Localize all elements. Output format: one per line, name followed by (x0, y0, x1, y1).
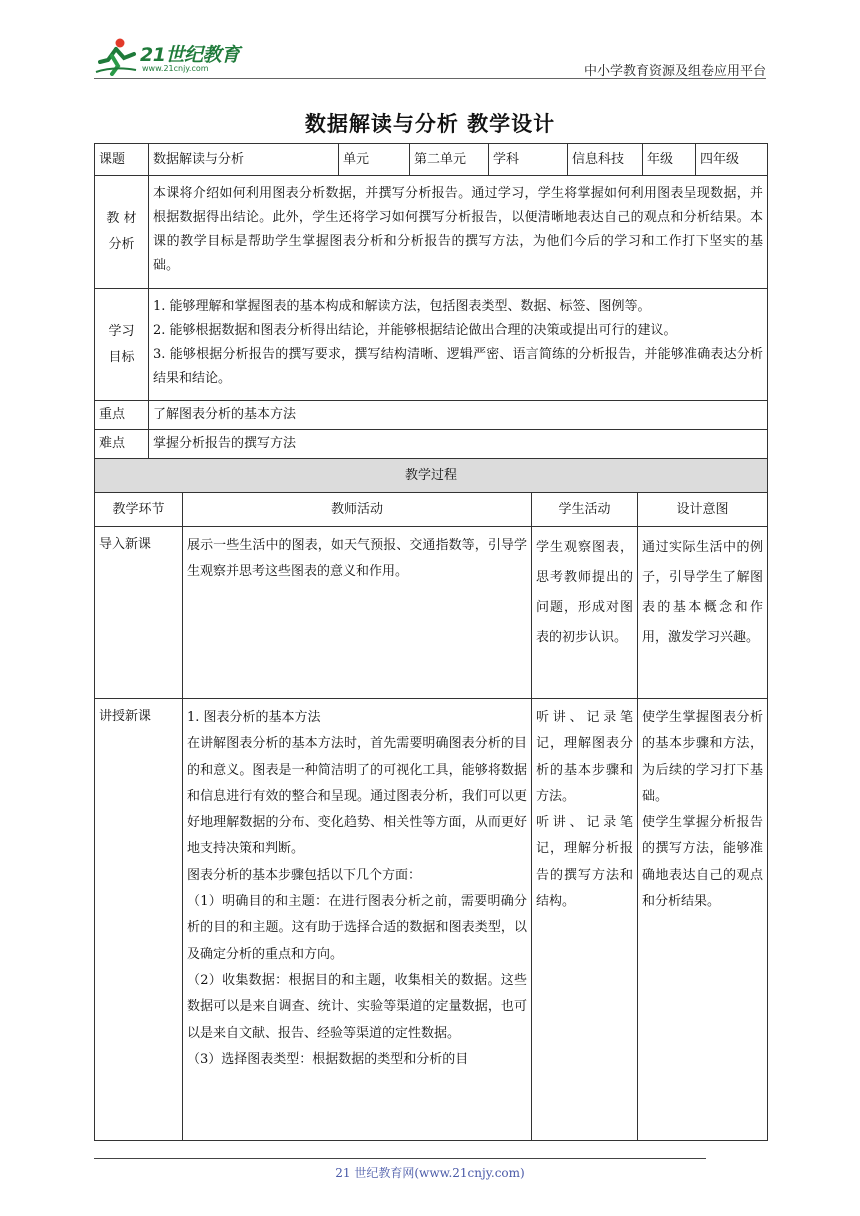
col-teacher: 教师活动 (183, 493, 532, 527)
difficulty-label: 难点 (95, 430, 149, 459)
header-divider (94, 78, 766, 79)
runner-logo-icon (94, 36, 138, 76)
key-point: 了解图表分析的基本方法 (149, 401, 768, 430)
design-intent: 使学生掌握图表分析的基本步骤和方法，为后续的学习打下基础。 使学生掌握分析报告的撰写方法，能够准确地表达自己的观点和分析结果。 (638, 699, 768, 1141)
design-intent: 通过实际生活中的例子，引导学生了解图表的基本概念和作用，激发学习兴趣。 (638, 527, 768, 699)
logo-url: www.21cnjy.com (142, 64, 209, 73)
unit-value: 第二单元 (410, 144, 489, 176)
unit-label: 单元 (339, 144, 410, 176)
teacher-activity: 1. 图表分析的基本方法 在讲解图表分析的基本方法时，首先需要明确图表分析的目的和意义。图表是一种简洁明了的可视化工具，能够将数据和信息进行有效的整合和呈现。通过图表分析，我们可以更好地理解数据的分布、变化趋势、相关性等方面，从而更好地支持决策和判断。 图表分析的基本步骤包括以下几个方面： （1）明确目的和主题：在进行图表分析之前，需要明确分析的目的和主题。这有助于选择合适的数据和图表类型，以及确定分析的重点和方向。 （2）收集数据：根据目的和主题，收集相关的数据。这些数据可以是来自调查、统计、实验等渠道的定量数据，也可以是来自文献、报告、经验等渠道的定性数据。 （3）选择图表类型：根据数据的类型和分析的目 (183, 699, 532, 1141)
col-intent: 设计意图 (638, 493, 768, 527)
course-label: 课题 (95, 144, 149, 176)
lesson-info-table (94, 143, 768, 459)
goal-item: 3. 能够根据分析报告的撰写要求，撰写结构清晰、逻辑严密、语言简练的分析报告，并能够准确表达分析结果和结论。 (153, 347, 763, 386)
logo-text: 21世纪教育 (140, 44, 240, 66)
grade-label: 年级 (643, 144, 696, 176)
col-student: 学生活动 (532, 493, 638, 527)
student-activity: 听讲、记录笔记，理解图表分析的基本步骤和方法。 听讲、记录笔记，理解分析报告的撰写方法和结构。 (532, 699, 638, 1141)
site-logo (94, 36, 254, 76)
material-analysis: 本课将介绍如何利用图表分析数据，并撰写分析报告。通过学习，学生将掌握如何利用图表呈现数据，并根据数据得出结论。此外，学生还将学习如何撰写分析报告，以便清晰地表达自己的观点和分析结果。本课的教学目标是帮助学生掌握图表分析和分析报告的撰写方法，为他们今后的学习和工作打下坚实的基础。 (149, 176, 768, 289)
platform-name: 中小学教育资源及组卷应用平台 (583, 64, 766, 79)
subject-label: 学科 (489, 144, 568, 176)
col-stage: 教学环节 (95, 493, 183, 527)
process-heading: 教学过程 (95, 459, 768, 493)
course-value: 数据解读与分析 (149, 144, 339, 176)
footer-text: 21 世纪教育网(www.21cnjy.com) (335, 1166, 525, 1180)
student-activity: 学生观察图表，思考教师提出的问题，形成对图表的初步认识。 (532, 527, 638, 699)
teacher-activity: 展示一些生活中的图表，如天气预报、交通指数等，引导学生观察并思考这些图表的意义和作用。 (183, 527, 532, 699)
difficulty-point: 掌握分析报告的撰写方法 (149, 430, 768, 459)
page-header (94, 30, 766, 80)
subject-value: 信息科技 (568, 144, 643, 176)
stage-cell: 导入新课 (95, 527, 183, 699)
document-title: 数据解读与分析 教学设计 (304, 111, 556, 136)
goal-item: 2. 能够根据数据和图表分析得出结论，并能够根据结论做出合理的决策或提出可行的建议。 (153, 323, 677, 338)
key-label: 重点 (95, 401, 149, 430)
goal-item: 1. 能够理解和掌握图表的基本构成和解读方法，包括图表类型、数据、标签、图例等。 (153, 299, 651, 314)
goal-label: 学习 目标 (95, 289, 149, 401)
teaching-process-table (94, 458, 768, 1141)
stage-cell: 讲授新课 (95, 699, 183, 1141)
footer-divider (94, 1158, 706, 1159)
material-label: 教 材 分析 (95, 176, 149, 289)
learning-goals (149, 289, 768, 401)
grade-value: 四年级 (696, 144, 768, 176)
